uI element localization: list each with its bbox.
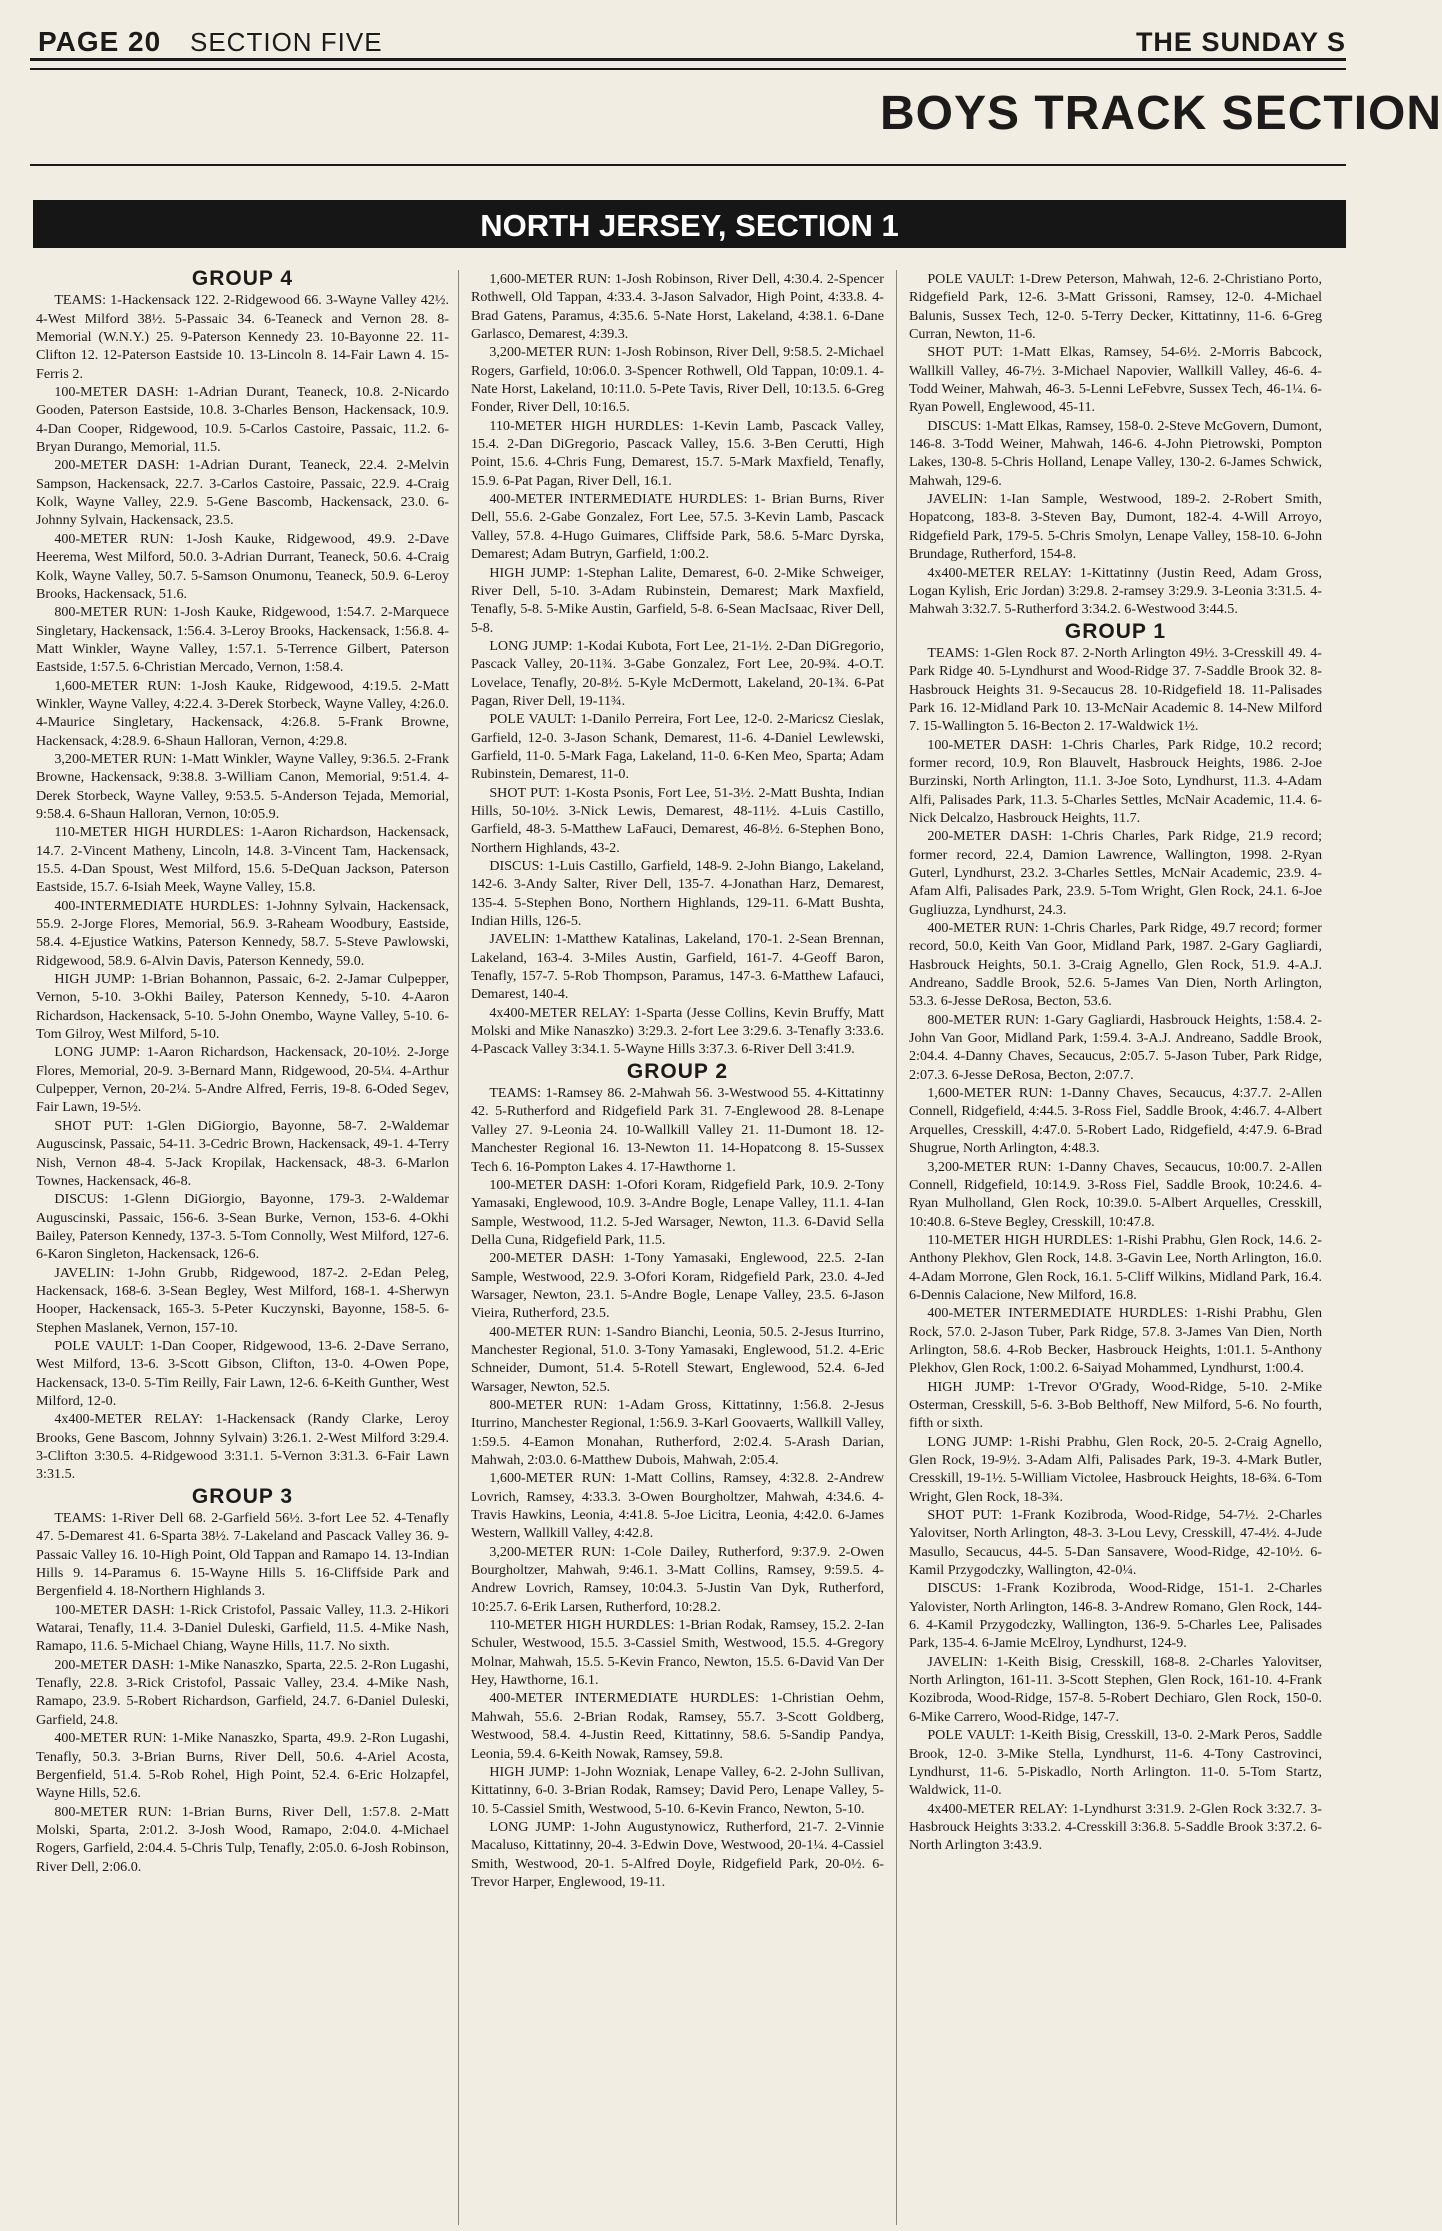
event-result: 100-METER DASH: 1-Adrian Durant, Teaneck, 10.8. 2-Nicardo Gooden, Paterson Eastside, 10.8. 3-Charles Benson, Hackensack, 10.9. 4-Dan Cooper, Ridgewood, 10.9. 5-Carlos Castoire, Passaic, 11.2. 6-Bryan Durango, Memorial, 11.5. [36, 384, 449, 456]
event-result: 1,600-METER RUN: 1-Josh Kauke, Ridgewood, 4:19.5. 2-Matt Winkler, Wayne Valley, 4:22.4. 3-Derek Storbeck, Wayne Valley, 4:26.0. 4-Maurice Singletary, Hackensack, 4:26.8. 5-Frank Browne, Hackensack, 4:28.9. 6-Shaun Halloran, Vernon, 4:29.8. [36, 677, 449, 749]
event-result: 4x400-METER RELAY: 1-Hackensack (Randy Clarke, Leroy Brooks, Gene Bascom, Johnny Sylvain) 3:26.1. 2-West Milford 3:29.4. 3-Clifton 3:30.5. 4-Ridgewood 3:31.1. 5-Vernon 3:31.3. 6-Fair Lawn 3:31.5. [36, 1411, 449, 1483]
newspaper-name: THE SUNDAY S [1135, 27, 1346, 57]
event-result: 800-METER RUN: 1-Josh Kauke, Ridgewood, 1:54.7. 2-Marquece Singletary, Hackensack, 1:56.4. 3-Leroy Brooks, Hackensack, 1:56.8. 4-Matt Winkler, Wayne Valley, 1:57.1. 5-Terrence Gilbert, Paterson Eastside, 1:57.5. 6-Christian Mercado, Vernon, 1:58.4. [36, 604, 449, 676]
event-result: POLE VAULT: 1-Drew Peterson, Mahwah, 12-6. 2-Christiano Porto, Ridgefield Park, 12-6. 3-Matt Grissoni, Ramsey, 12-0. 4-Michael Balunis, Sussex Tech, 12-0. 5-Terry Decker, Kittatinny, 11-6. 6-Greg Curran, Newton, 11-6. [909, 271, 1322, 343]
event-result: TEAMS: 1-Glen Rock 87. 2-North Arlington 49½. 3-Cresskill 49. 4-Park Ridge 40. 5-Lyndhurst and Wood-Ridge 37. 7-Saddle Brook 32. 8-Hasbrouck Heights 31. 9-Secaucus 28. 10-Ridgefield 18. 11-Palisades Park 16. 12-Midland Park 10. 13-McNair Academic 8. 14-New Milford 7. 15-Wallington 5. 16-Becton 2. 17-Waldwick 1½. [909, 644, 1322, 735]
event-result: 110-METER HIGH HURDLES: 1-Rishi Prabhu, Glen Rock, 14.6. 2-Anthony Plekhov, Glen Rock, 14.8. 3-Gavin Lee, North Arlington, 16.0. 4-Adam Morrone, Glen Rock, 16.1. 5-Cliff Wilkins, Midland Park, 16.4. 6-Dennis Calacione, New Milford, 16.8. [909, 1231, 1322, 1303]
event-result: 4x400-METER RELAY: 1-Sparta (Jesse Collins, Kevin Bruffy, Matt Molski and Mike Nanaszko) 3:29.3. 2-fort Lee 3:29.6. 3-Tenafly 3:33.6. 4-Pascack Valley 3:34.1. 5-Wayne Hills 3:37.3. 6-River Dell 3:41.9. [471, 1004, 884, 1058]
event-result: 3,200-METER RUN: 1-Cole Dailey, Rutherford, 9:37.9. 2-Owen Bourgholtzer, Mahwah, 9:46.1. 3-Matt Collins, Ramsey, 9:59.5. 4-Andrew Lovrich, Ramsey, 10:04.3. 5-Justin Van Dyk, Rutherford, 10:25.7. 6-Erik Larsen, Rutherford, 10:28.2. [471, 1543, 884, 1615]
event-result: 4x400-METER RELAY: 1-Lyndhurst 3:31.9. 2-Glen Rock 3:32.7. 3-Hasbrouck Heights 3:33.2. 4-Cresskill 3:36.8. 5-Saddle Brook 3:37.2. 6-North Arlington 3:43.9. [909, 1800, 1322, 1854]
event-result: SHOT PUT: 1-Frank Kozibroda, Wood-Ridge, 54-7½. 2-Charles Yalovitser, North Arlington, 48-3. 3-Lou Levy, Cresskill, 47-4½. 4-Jude Masullo, Secaucus, 44-5. 5-Dan Sansavere, Wood-Ridge, 42-10½. 6-Kamil Przygodczky, Wallington, 42-0¼. [909, 1507, 1322, 1579]
event-result: 1,600-METER RUN: 1-Matt Collins, Ramsey, 4:32.8. 2-Andrew Lovrich, Ramsey, 4:33.3. 3-Owen Bourgholtzer, Mahwah, 4:34.6. 4-Travis Hawkins, Leonia, 4:41.8. 5-Joe Licitra, Leonia, 4:42.0. 6-James Western, Wallkill Valley, 4:42.8. [471, 1470, 884, 1542]
event-result: SHOT PUT: 1-Kosta Psonis, Fort Lee, 51-3½. 2-Matt Bushta, Indian Hills, 50-10½. 3-Nick Lewis, Demarest, 48-11½. 4-Luis Castillo, Garfield, 48-3. 5-Matthew LaFauci, Demarest, 46-8½. 6-Stephen Bono, Northern Highlands, 43-2. [471, 784, 884, 856]
section-title-bar [33, 200, 1346, 248]
event-result: 800-METER RUN: 1-Gary Gagliardi, Hasbrouck Heights, 1:58.4. 2-John Van Goor, Midland Park, 1:59.4. 3-A.J. Andreano, Saddle Brook, 2:04.4. 4-Danny Chaves, Secaucus, 2:05.7. 5-Jason Tuber, Park Ridge, 2:07.3. 6-Jesse DeRosa, Becton, 2:07.7. [909, 1011, 1322, 1083]
event-result: LONG JUMP: 1-Rishi Prabhu, Glen Rock, 20-5. 2-Craig Agnello, Glen Rock, 19-9½. 3-Adam Alfi, Palisades Park, 19-3. 4-Mark Butler, Cresskill, 19-1½. 5-William Victolee, Hasbrouck Heights, 18-6¾. 6-Tom Wright, Glen Rock, 18-3¾. [909, 1433, 1322, 1505]
event-result: 3,200-METER RUN: 1-Matt Winkler, Wayne Valley, 9:36.5. 2-Frank Browne, Hackensack, 9:38.8. 3-William Canon, Memorial, 9:51.4. 4-Derek Storbeck, Wayne Valley, 9:53.5. 5-Anderson Tejada, Memorial, 9:58.4. 6-Shaun Halloran, Vernon, 10:05.9. [36, 750, 449, 822]
banner-rule [30, 164, 1346, 166]
event-result: DISCUS: 1-Frank Kozibroda, Wood-Ridge, 151-1. 2-Charles Yalovister, North Arlington, 146-8. 3-Andrew Romano, Glen Rock, 144-6. 4-Kamil Przygodczky, Wallington, 136-9. 5-Charles Lee, Palisades Park, 135-4. 6-Jamie McElroy, Lyndhurst, 124-9. [909, 1580, 1322, 1652]
event-result: JAVELIN: 1-Ian Sample, Westwood, 189-2. 2-Robert Smith, Hopatcong, 183-8. 3-Steven Bay, Dumont, 182-4. 4-Will Arroyo, Ridgefield Park, 179-5. 5-Chris Smolyn, Lenape Valley, 158-10. 6-John Brundage, Rutherford, 154-8. [909, 491, 1322, 563]
event-result: 800-METER RUN: 1-Adam Gross, Kittatinny, 1:56.8. 2-Jesus Iturrino, Manchester Regional, 1:56.9. 3-Karl Goovaerts, Wallkill Valley, 1:59.5. 4-Eamon Monahan, Rutherford, 2:02.4. 5-Arash Darian, Mahwah, 2:03.0. 6-Matthew Dubois, Mahwah, 2:05.4. [471, 1396, 884, 1468]
results-column-1 [36, 267, 449, 2225]
event-result: 3,200-METER RUN: 1-Danny Chaves, Secaucus, 10:00.7. 2-Allen Connell, Ridgefield, 10:14.9. 3-Ross Fiel, Saddle Brook, 10:24.6. 4-Ryan Mulholland, Glen Rock, 10:39.0. 5-Albert Arquelles, Cresskill, 10:40.8. 6-Steve Begley, Cresskill, 10:47.8. [909, 1158, 1322, 1230]
event-result: 400-METER RUN: 1-Sandro Bianchi, Leonia, 50.5. 2-Jesus Iturrino, Manchester Regional, 51.0. 3-Tony Yamasaki, Englewood, 51.2. 4-Eric Schneider, Dumont, 51.4. 5-Rotell Stewart, Englewood, 52.4. 6-Jed Warsager, Newton, 52.5. [471, 1323, 884, 1395]
event-result: LONG JUMP: 1-Kodai Kubota, Fort Lee, 21-1½. 2-Dan DiGregorio, Pascack Valley, 20-11¾. 3-Gabe Gonzalez, Fort Lee, 20-9¾. 4-O.T. Lovelace, Tenafly, 20-8½. 5-Kyle McDermott, Lakeland, 20-1¾. 6-Pat Pagan, River Dell, 19-11¾. [471, 637, 884, 709]
results-column-2 [471, 270, 884, 2225]
event-result: 400-METER RUN: 1-Mike Nanaszko, Sparta, 49.9. 2-Ron Lugashi, Tenafly, 50.3. 3-Brian Burns, River Dell, 50.6. 4-Ariel Acosta, Bergenfield, 51.4. 5-Rob Rohel, High Point, 52.4. 6-Eric Holzapfel, Wayne Hills, 52.6. [36, 1730, 449, 1802]
event-result: 200-METER DASH: 1-Mike Nanaszko, Sparta, 22.5. 2-Ron Lugashi, Tenafly, 22.8. 3-Rick Cristofol, Passaic Valley, 23.4. 4-Mike Nash, Ramapo, 23.9. 5-Robert Richardson, Garfield, 24.7. 6-Daniel Duleski, Garfield, 24.8. [36, 1656, 449, 1728]
event-result: JAVELIN: 1-Keith Bisig, Cresskill, 168-8. 2-Charles Yalovitser, North Arlington, 161-11. 3-Scott Stephen, Glen Rock, 161-10. 4-Frank Kozibroda, Wood-Ridge, 157-8. 5-Robert Dechiaro, Glen Rock, 150-0. 6-Mike Carrero, Wood-Ridge, 147-7. [909, 1653, 1322, 1725]
event-result: 100-METER DASH: 1-Ofori Koram, Ridgefield Park, 10.9. 2-Tony Yamasaki, Englewood, 10.9. 3-Andre Bogle, Lenape Valley, 11.1. 4-Ian Sample, Westwood, 11.2. 5-Jed Warsager, Newton, 11.3. 6-David Sella Della Cuna, Ridgefield Park, 11.5. [471, 1176, 884, 1248]
event-result: 110-METER HIGH HURDLES: 1-Brian Rodak, Ramsey, 15.2. 2-Ian Schuler, Westwood, 15.5. 3-Cassiel Smith, Westwood, 15.5. 4-Gregory Molnar, Mahwah, 15.5. 5-Kevin Franco, Newton, 15.5. 6-David Van Der Hey, Hawthorne, 16.1. [471, 1617, 884, 1689]
column-divider [458, 270, 459, 2225]
event-result: 400-METER INTERMEDIATE HURDLES: 1- Brian Burns, River Dell, 55.6. 2-Gabe Gonzalez, Fort Lee, 57.5. 3-Kevin Lamb, Pascack Valley, 57.8. 4-Hugo Guimares, Cliffside Park, 58.6. 5-Marc Dyrska, Demarest; Adam Butryn, Garfield, 1:00.2. [471, 491, 884, 563]
page-number: PAGE 20 [38, 26, 162, 57]
column-divider [896, 270, 897, 2225]
event-result: SHOT PUT: 1-Matt Elkas, Ramsey, 54-6½. 2-Morris Babcock, Wallkill Valley, 46-7½. 3-Michael Napovier, Wallkill Valley, 46-6. 4-Todd Weiner, Mahwah, 46-3. 5-Lenni LeFebvre, Sussex Tech, 46-1¼. 6-Ryan Powell, Englewood, 45-11. [909, 344, 1322, 416]
event-result: 400-METER INTERMEDIATE HURDLES: 1-Christian Oehm, Mahwah, 55.6. 2-Brian Rodak, Ramsey, 55.7. 3-Scott Goldberg, Westwood, 58.4. 4-Justin Reed, Kittatinny, 58.6. 5-Sandip Pandya, Leonia, 59.4. 6-Keith Nowak, Ramsey, 59.8. [471, 1690, 884, 1762]
event-result: HIGH JUMP: 1-Brian Bohannon, Passaic, 6-2. 2-Jamar Culpepper, Vernon, 5-10. 3-Okhi Bailey, Paterson Kennedy, 5-10. 4-Aaron Richardson, Hackensack, 5-10. 5-John Onembo, Wayne Valley, 5-10. 6-Tom Gilroy, West Milford, 5-10. [36, 971, 449, 1043]
event-result: 200-METER DASH: 1-Chris Charles, Park Ridge, 21.9 record; former record, 22.4, Damion Lawrence, Wallington, 1998. 2-Ryan Guterl, Lyndhurst, 23.2. 3-Charles Settles, McNair Academic, 23.9. 4-Afam Alfi, Palisades Park, 23.9. 5-Tom Wright, Glen Rock, 24.1. 6-Joe Gugliuzza, Lyndhurst, 24.3. [909, 828, 1322, 918]
event-result: HIGH JUMP: 1-John Wozniak, Lenape Valley, 6-2. 2-John Sullivan, Kittatinny, 6-0. 3-Brian Rodak, Ramsey; David Pero, Lenape Valley, 5-10. 5-Cassiel Smith, Westwood, 5-10. 6-Kevin Franco, Newton, 5-10. [471, 1763, 884, 1817]
event-result: LONG JUMP: 1-John Augustynowicz, Rutherford, 21-7. 2-Vinnie Macaluso, Kittatinny, 20-4. 3-Edwin Dove, Westwood, 20-1¼. 4-Cassiel Smith, Westwood, 20-1. 5-Alfred Doyle, Ridgefield Park, 20-0½. 6-Trevor Harper, Englewood, 19-11. [471, 1818, 884, 1890]
event-result: 3,200-METER RUN: 1-Josh Robinson, River Dell, 9:58.5. 2-Michael Rogers, Garfield, 10:06.0. 3-Spencer Rothwell, Old Tappan, 10:09.1. 4-Nate Horst, Lakeland, 10:11.0. 5-Pete Tavis, River Dell, 10:13.5. 6-Greg Fonder, River Dell, 10:16.5. [471, 344, 884, 416]
event-result: 1,600-METER RUN: 1-Danny Chaves, Secaucus, 4:37.7. 2-Allen Connell, Ridgefield, 4:44.5. 3-Ross Fiel, Saddle Brook, 4:46.7. 4-Albert Arquelles, Cresskill, 4:47.0. 5-Robert Lado, Ridgefield, 4:47.9. 6-Brad Shugrue, North Arlington, 4:48.3. [909, 1085, 1322, 1157]
group-heading: GROUP 1 [1064, 619, 1167, 643]
event-result: 400-METER INTERMEDIATE HURDLES: 1-Rishi Prabhu, Glen Rock, 57.0. 2-Jason Tuber, Park Ridge, 57.8. 3-James Van Dien, North Arlington, 58.6. 4-Rob Becker, Hasbrouck Heights, 1:01.1. 5-Anthony Plekhov, Glen Rock, 1:00.2. 6-Saiyad Mohammed, Lyndhurst, 1:00.4. [909, 1305, 1322, 1377]
event-result: JAVELIN: 1-Matthew Katalinas, Lakeland, 170-1. 2-Sean Brennan, Lakeland, 163-4. 3-Miles Austin, Garfield, 161-7. 4-Geoff Baron, Tenafly, 157-7. 5-Rob Thompson, Paramus, 147-3. 6-Matthew Lafauci, Demarest, 140-4. [471, 931, 884, 1003]
event-result: 110-METER HIGH HURDLES: 1-Kevin Lamb, Pascack Valley, 15.4. 2-Dan DiGregorio, Pascack Valley, 15.6. 3-Ben Cerutti, High Point, 15.6. 4-Chris Fung, Demarest, 15.7. 5-Mark Maxfield, Tenafly, 15.9. 6-Pat Pagan, River Dell, 16.1. [471, 417, 884, 489]
event-result: 200-METER DASH: 1-Adrian Durant, Teaneck, 22.4. 2-Melvin Sampson, Hackensack, 22.7. 3-Carlos Castoire, Passaic, 22.9. 4-Craig Kolk, Wayne Valley, 22.9. 5-Gene Bascomb, Hackensack, 23.0. 6-Johnny Sylvain, Hackensack, 23.5. [36, 457, 449, 529]
event-result: 100-METER DASH: 1-Rick Cristofol, Passaic Valley, 11.3. 2-Hikori Watarai, Tenafly, 11.4. 3-Daniel Duleski, Garfield, 11.5. 4-Mike Nash, Ramapo, 11.6. 5-Michael Chiang, Wayne Hills, 11.7. No sixth. [36, 1601, 449, 1655]
results-column-3 [909, 270, 1322, 2225]
group-heading: GROUP 4 [191, 267, 294, 290]
event-result: HIGH JUMP: 1-Trevor O'Grady, Wood-Ridge, 5-10. 2-Mike Osterman, Cresskill, 5-6. 3-Bob Belthoff, New Milford, 5-6. No fourth, fifth or sixth. [909, 1378, 1322, 1432]
section-title: NORTH JERSEY, SECTION 1 [480, 208, 899, 243]
header-rule [30, 68, 1346, 70]
event-result: TEAMS: 1-Hackensack 122. 2-Ridgewood 66. 3-Wayne Valley 42½. 4-West Milford 38½. 5-Passaic 34. 6-Teaneck and Vernon 28. 8-Memorial (W.N.Y.) 25. 9-Paterson Kennedy 23. 10-Bayonne 22. 11-Clifton 12. 12-Paterson Eastside 10. 13-Lincoln 8. 14-Fair Lawn 4. 15-Ferris 2. [36, 292, 449, 382]
event-result: 400-METER RUN: 1-Chris Charles, Park Ridge, 49.7 record; former record, 50.0, Keith Van Goor, Midland Park, 1987. 2-Gary Gagliardi, Hasbrouck Heights, 50.1. 3-Craig Agnello, Glen Rock, 51.9. 4-A.J. Andreano, Saddle Brook, 52.6. 5-James Van Dien, North Arlington, 53.3. 6-Jesse DeRosa, Becton, 53.6. [909, 920, 1322, 1010]
event-result: JAVELIN: 1-John Grubb, Ridgewood, 187-2. 2-Edan Peleg, Hackensack, 168-6. 3-Sean Begley, West Milford, 168-1. 4-Sherwyn Hooper, Hackensack, 165-3. 5-Peter Kuczynski, Bayonne, 158-5. 6-Stephen Maslanek, Vernon, 157-10. [36, 1264, 449, 1336]
group-heading: GROUP 3 [191, 1484, 294, 1508]
event-result: TEAMS: 1-Ramsey 86. 2-Mahwah 56. 3-Westwood 55. 4-Kittatinny 42. 5-Rutherford and Ridgefield Park 31. 7-Englewood 28. 8-Lenape Valley 27. 9-Leonia 24. 10-Wallkill Valley 21. 11-Dumont 18. 12-Manchester Regional 16. 13-Newton 11. 14-Hopatcong 8. 15-Sussex Tech 6. 16-Pompton Lakes 4. 17-Hawthorne 1. [471, 1085, 884, 1175]
event-result: 1,600-METER RUN: 1-Josh Robinson, River Dell, 4:30.4. 2-Spencer Rothwell, Old Tappan, 4:33.4. 3-Jason Salvador, High Point, 4:33.8. 4-Brad Gatens, Paramus, 4:35.6. 5-Nate Horst, Lakeland, 4:38.1. 6-Dane Garlasco, Demarest, 4:39.3. [471, 271, 884, 343]
event-result: 400-INTERMEDIATE HURDLES: 1-Johnny Sylvain, Hackensack, 55.9. 2-Jorge Flores, Memorial, 56.9. 3-Raheam Woodbury, Eastside, 58.4. 4-Ejustice Watkins, Paterson Kennedy, 58.7. 5-Steve Pawlowski, Ridgewood, 58.9. 6-Alvin Davis, Paterson Kennedy, 59.0. [36, 897, 449, 969]
event-result: POLE VAULT: 1-Danilo Perreira, Fort Lee, 12-0. 2-Maricsz Cieslak, Garfield, 12-0. 3-Jason Schank, Demarest, 11-6. 4-Daniel Lewlewski, Garfield, 11-0. 5-Mark Faga, Lakeland, 11-0. 6-Ken Meo, Sparta; Adam Rubinstein, Demarest, 11-0. [471, 711, 884, 783]
event-result: 200-METER DASH: 1-Tony Yamasaki, Englewood, 22.5. 2-Ian Sample, Westwood, 22.9. 3-Ofori Koram, Ridgefield Park, 23.0. 4-Jed Warsager, Newton, 23.1. 5-Andre Bogle, Lenape Valley, 23.5. 6-Jason Vieira, Rutherford, 23.5. [471, 1250, 884, 1322]
event-result: DISCUS: 1-Glenn DiGiorgio, Bayonne, 179-3. 2-Waldemar Auguscinski, Passaic, 156-6. 3-Sean Burke, Vernon, 153-6. 4-Okhi Bailey, Paterson Kennedy, 137-3. 5-Tom Connolly, West Milford, 127-6. 6-Karon Singleton, Hackensack, 126-6. [36, 1191, 449, 1263]
event-result: POLE VAULT: 1-Dan Cooper, Ridgewood, 13-6. 2-Dave Serrano, West Milford, 13-6. 3-Scott Gibson, Clifton, 13-0. 4-Owen Pope, Hackensack, 13-0. 5-Tim Reilly, Fair Lawn, 12-6. 6-Keith Gunther, West Milford, 12-0. [36, 1337, 449, 1409]
event-result: DISCUS: 1-Matt Elkas, Ramsey, 158-0. 2-Steve McGovern, Dumont, 146-8. 3-Todd Weiner, Mahwah, 146-6. 4-John Pietrowski, Pompton Lakes, 130-8. 5-Chris Holland, Lenape Valley, 130-2. 6-James Schwick, Mahwah, 129-6. [909, 417, 1322, 489]
event-result: 110-METER HIGH HURDLES: 1-Aaron Richardson, Hackensack, 14.7. 2-Vincent Matheny, Lincoln, 14.8. 3-Vincent Tam, Hackensack, 15.5. 4-Dan Spoust, West Milford, 15.6. 5-DeQuan Jackson, Paterson Eastside, 15.7. 6-Isiah Meek, Wayne Valley, 15.8. [36, 824, 449, 896]
group-heading: GROUP 2 [626, 1059, 729, 1083]
event-result: POLE VAULT: 1-Keith Bisig, Cresskill, 13-0. 2-Mark Peros, Saddle Brook, 12-0. 3-Mike Stella, Lyndhurst, 11-6. 4-Tony Castrovinci, Lyndhurst, 11-6. 5-Piskadlo, North Arlington. 11-0. 5-Tom Startz, Waldwick, 11-0. [909, 1727, 1322, 1799]
event-result: 800-METER RUN: 1-Brian Burns, River Dell, 1:57.8. 2-Matt Molski, Sparta, 2:01.2. 3-Josh Wood, Ramapo, 2:04.0. 4-Michael Rogers, Garfield, 2:04.4. 5-Chris Tulp, Tenafly, 2:05.0. 6-Josh Robinson, River Dell, 2:06.0. [36, 1803, 449, 1875]
event-result: LONG JUMP: 1-Aaron Richardson, Hackensack, 20-10½. 2-Jorge Flores, Memorial, 20-9. 3-Bernard Mann, Ridgewood, 20-5¼. 4-Arthur Culpepper, Vernon, 20-2¼. 5-Andre Alfred, Ferris, 19-8. 6-Oded Segev, Fair Lawn, 19-5½. [36, 1044, 449, 1116]
event-result: 4x400-METER RELAY: 1-Kittatinny (Justin Reed, Adam Gross, Logan Kylish, Eric Jordan) 3:29.8. 2-ramsey 3:29.9. 3-Leonia 3:31.5. 4-Mahwah 3:32.7. 5-Rutherford 3:34.2. 6-Westwood 3:44.5. [909, 564, 1322, 618]
event-result: SHOT PUT: 1-Glen DiGiorgio, Bayonne, 58-7. 2-Waldemar Auguscinsk, Passaic, 54-11. 3-Cedric Brown, Hackensack, 49-1. 4-Terry Nish, Vernon 48-4. 5-Jack Kropilak, Hackensack, 48-3. 6-Marlon Townes, Hackensack, 46-8. [36, 1117, 449, 1189]
section-label: SECTION FIVE [190, 27, 383, 57]
event-result: 100-METER DASH: 1-Chris Charles, Park Ridge, 10.2 record; former record, 10.9, Ron Blauvelt, Hasbrouck Heights, 1986. 2-Joe Burzinski, North Arlington, 11.1. 3-Joe Soto, Lyndhurst, 11.3. 4-Adam Alfi, Palisades Park, 11.3. 5-Charles Settles, McNair Academic, 11.4. 6-Nick Delcalzo, Hasbrouck Heights, 11.7. [909, 736, 1322, 826]
event-result: HIGH JUMP: 1-Stephan Lalite, Demarest, 6-0. 2-Mike Schweiger, River Dell, 5-10. 3-Adam Rubinstein, Demarest; Mark Maxfield, Tenafly, 5-8. 5-Mike Austin, Garfield, 5-8. 6-Sean MacIsaac, River Dell, 5-8. [471, 564, 884, 636]
page-banner: BOYS TRACK SECTION [880, 87, 1442, 140]
event-result: DISCUS: 1-Luis Castillo, Garfield, 148-9. 2-John Biango, Lakeland, 142-6. 3-Andy Salter, River Dell, 135-7. 4-Jonathan Harz, Demarest, 135-4. 5-Stephen Bono, Northern Highlands, 129-11. 6-Matt Bushta, Indian Hills, 126-5. [471, 858, 884, 930]
page-header [30, 22, 1346, 61]
event-result: 400-METER RUN: 1-Josh Kauke, Ridgewood, 49.9. 2-Dave Heerema, West Milford, 50.0. 3-Adrian Durrant, Teaneck, 50.6. 4-Craig Kolk, Wayne Valley, 50.7. 5-Samson Onumonu, Teaneck, 50.9. 6-Leroy Brooks, Hackensack, 51.6. [36, 530, 449, 602]
event-result: TEAMS: 1-River Dell 68. 2-Garfield 56½. 3-fort Lee 52. 4-Tenafly 47. 5-Demarest 41. 6-Sparta 38½. 7-Lakeland and Pascack Valley 36. 9-Passaic Valley 16. 10-High Point, Old Tappan and Ramapo 14. 13-Indian Hills 9. 14-Paramus 6. 15-Wayne Hills 5. 16-Cliffside Park and Bergenfield 4. 18-Northern Highlands 3. [36, 1510, 449, 1600]
